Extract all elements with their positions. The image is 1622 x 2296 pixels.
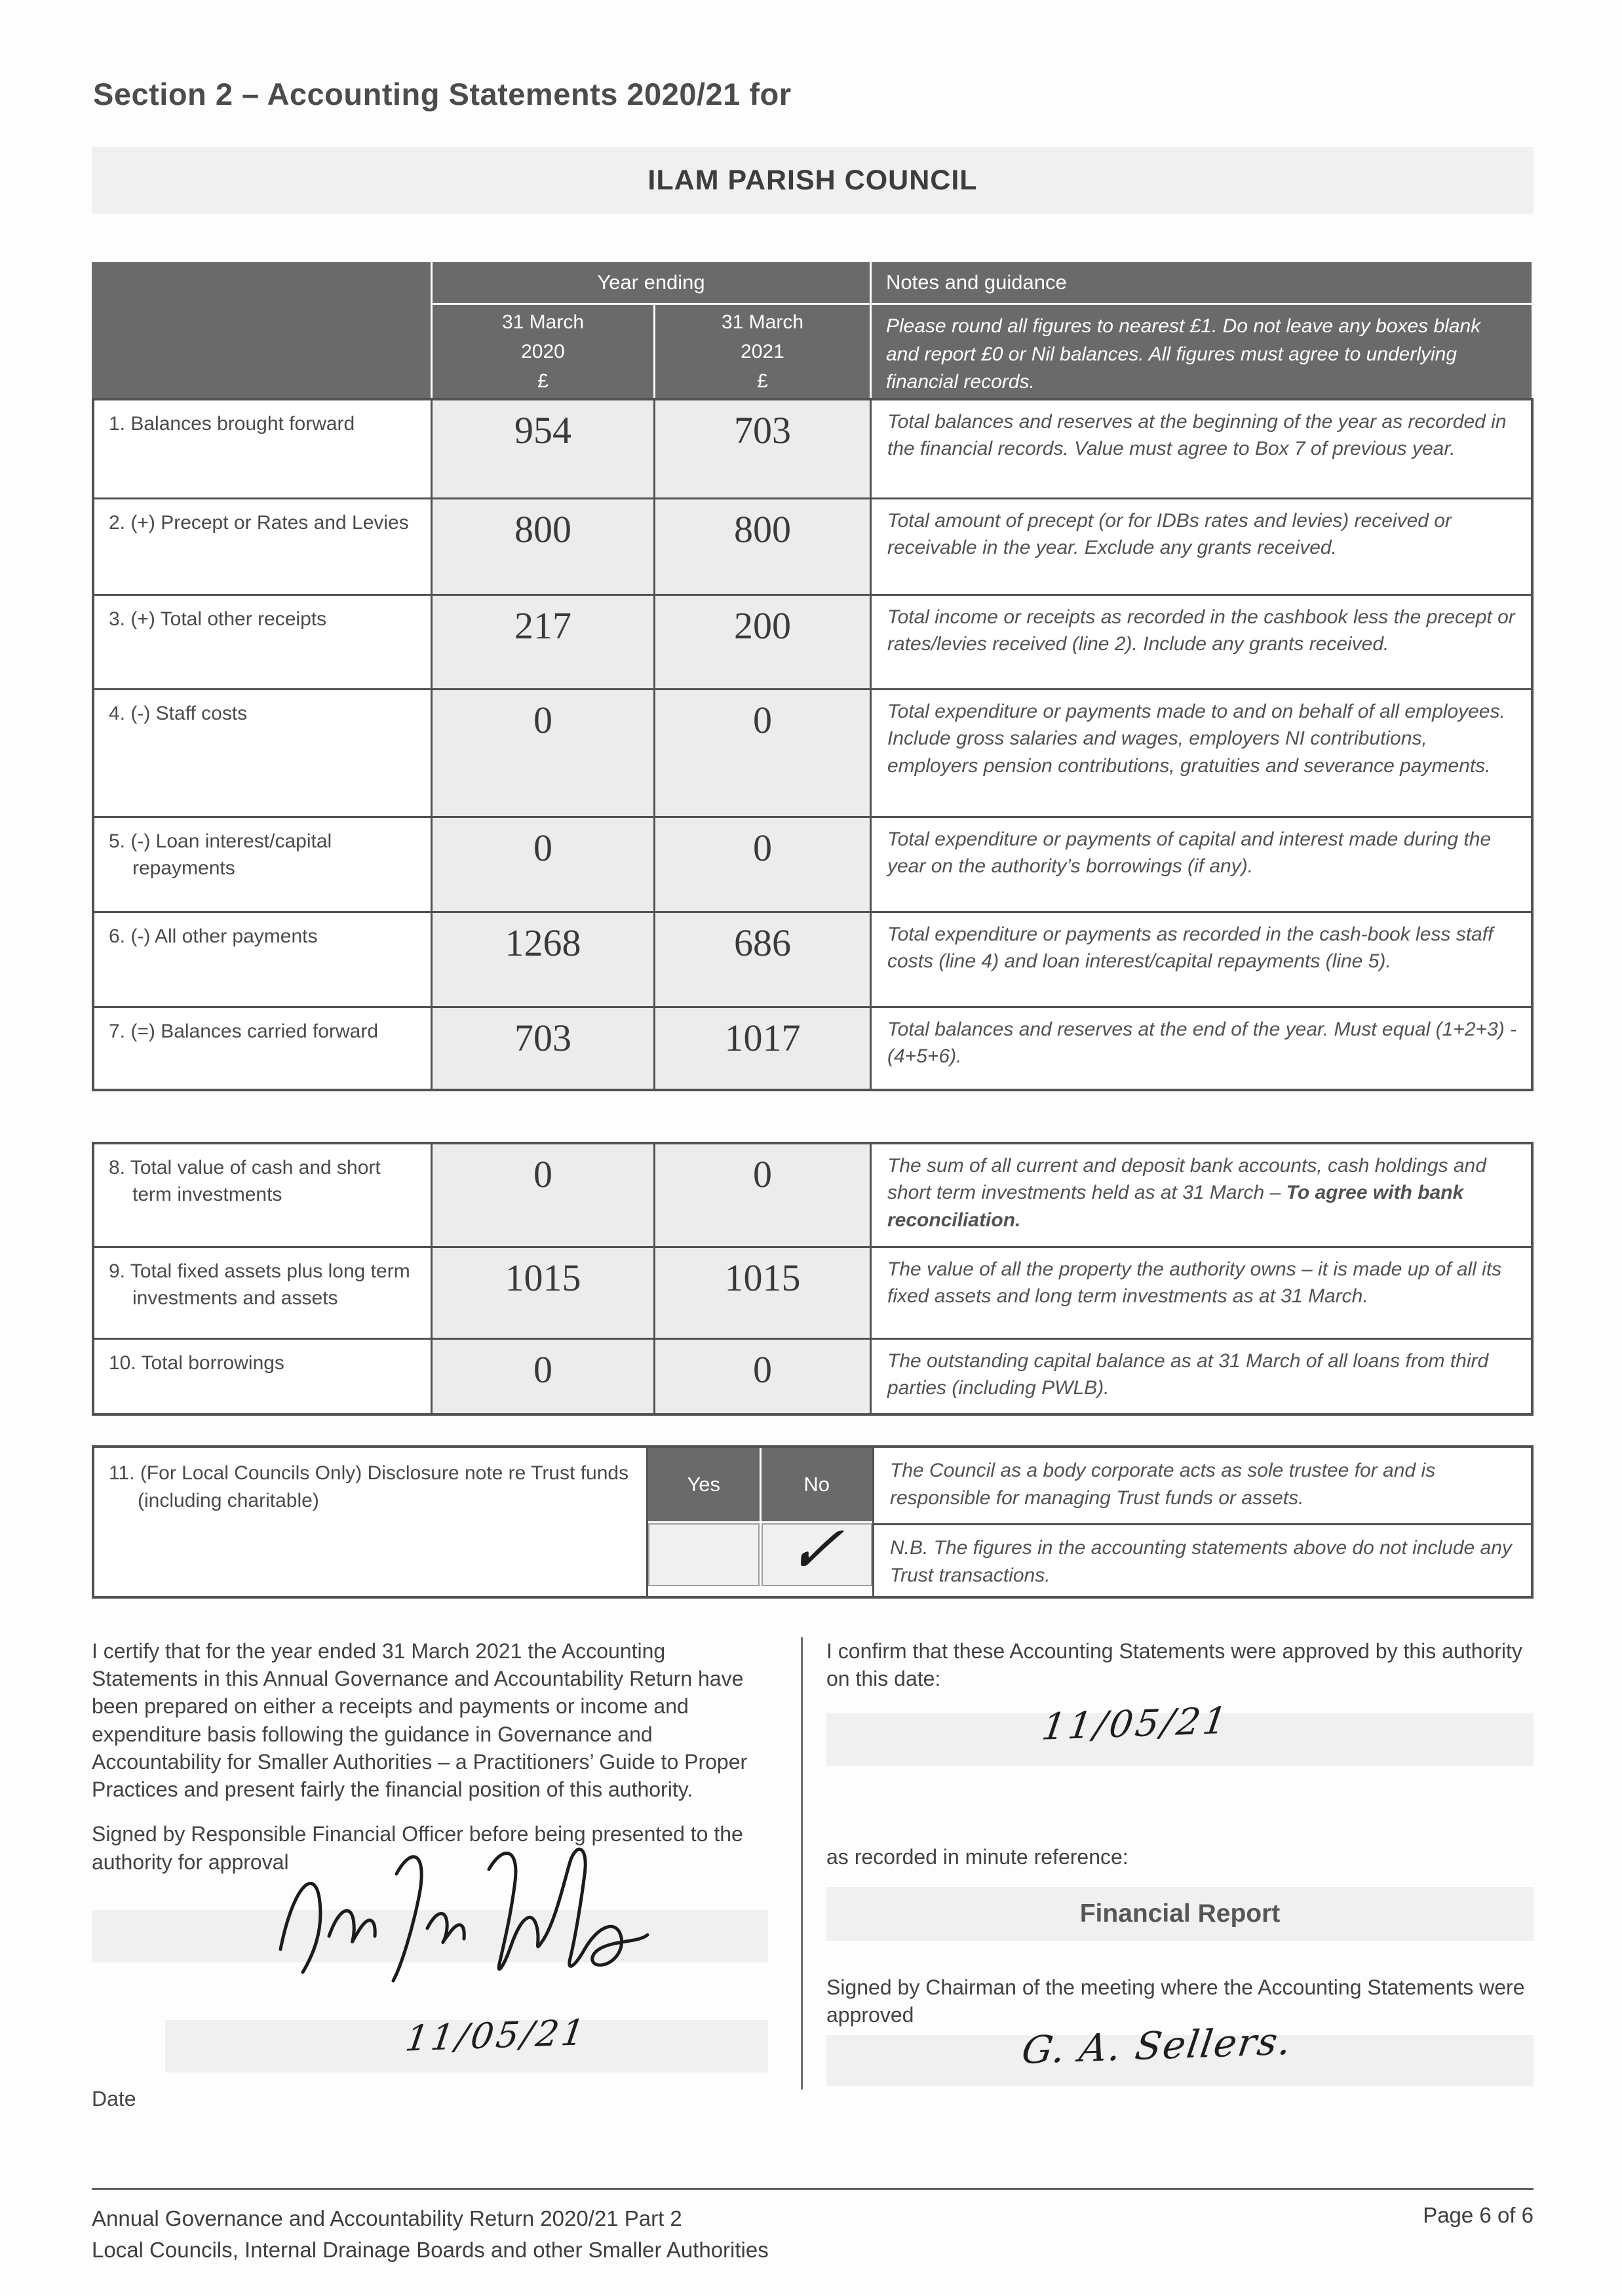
council-name: ILAM PARISH COUNCIL bbox=[647, 164, 978, 196]
row-label: 7. (=) Balances carried forward bbox=[94, 1008, 433, 1089]
value-2021: 1017 bbox=[655, 1008, 872, 1089]
table-row-7 bbox=[94, 1006, 1531, 1089]
page-title: Section 2 – Accounting Statements 2020/21 for bbox=[93, 77, 792, 111]
table-body-rows-8-10 bbox=[92, 1142, 1534, 1416]
page-footer bbox=[92, 2188, 1534, 2266]
row-note-text: The sum of all current and deposit bank accounts, cash holdings and short term investments held as at 31 March – bbox=[887, 1155, 1486, 1204]
yes-no-grid bbox=[648, 1448, 872, 1596]
value-2021: 0 bbox=[655, 690, 872, 816]
row-note: The value of all the property the authority owns – it is made up of all its fixed assets and long term investments as at 31 March. bbox=[872, 1248, 1531, 1338]
certification-section bbox=[92, 1637, 1534, 2111]
header-notes-guidance: Notes and guidance bbox=[872, 262, 1532, 303]
trust-note: The Council as a body corporate acts as sole trustee for and is responsible for managing Trust funds or assets. bbox=[890, 1460, 1436, 1509]
value-2021: 1015 bbox=[655, 1248, 872, 1338]
page-number: Page 6 of 6 bbox=[1423, 2203, 1534, 2227]
col-2020-year: 2020 bbox=[521, 340, 565, 362]
table-row-8 bbox=[94, 1144, 1531, 1246]
chair-signed-label: Signed by Chairman of the meeting where the Accounting Statements were approved bbox=[826, 1975, 1525, 2027]
value-2020: 1268 bbox=[433, 913, 655, 1006]
row-label: 9. Total fixed assets plus long term investments and assets bbox=[94, 1248, 433, 1338]
footer-line-1: Annual Governance and Accountability Return 2020/21 Part 2 bbox=[92, 2206, 682, 2230]
header-col-2021 bbox=[655, 305, 870, 398]
value-2020: 0 bbox=[433, 818, 655, 911]
chair-confirm-paragraph: I confirm that these Accounting Statements were approved by this authority on this date: bbox=[826, 1639, 1522, 1691]
date-label: Date bbox=[92, 2086, 136, 2111]
chair-signature-handwritten: G. A. Sellers. bbox=[1019, 2019, 1296, 2073]
table-row-5 bbox=[94, 816, 1531, 911]
col-2021-year: 2021 bbox=[741, 340, 784, 362]
minute-reference-label: as recorded in minute reference: bbox=[826, 1845, 1129, 1869]
row-note: Total balances and reserves at the end of the year. Must equal (1+2+3) - (4+5+6). bbox=[872, 1008, 1531, 1089]
row-note: Total expenditure or payments of capital and interest made during the year on the authority’s borrowings (if any). bbox=[872, 818, 1531, 911]
col-2021-currency: £ bbox=[757, 370, 768, 392]
rfo-signature bbox=[256, 1838, 675, 1995]
row-note-bold: To agree with bank reconciliation. bbox=[887, 1182, 1464, 1231]
row-note: Total balances and reserves at the beginning of the year as recorded in the financial records. Value must agree to Box 7 of previous year. bbox=[872, 400, 1531, 497]
value-2020: 703 bbox=[433, 1008, 655, 1089]
value-2021: 686 bbox=[655, 913, 872, 1006]
value-2020: 217 bbox=[433, 596, 655, 688]
value-2020: 800 bbox=[433, 499, 655, 594]
footer-text bbox=[92, 2203, 769, 2266]
row-note: Total expenditure or payments as recorded in the cash-book less staff costs (line 4) and loan interest/capital repayments (line 5). bbox=[872, 913, 1531, 1006]
rfo-date-area bbox=[92, 2010, 768, 2087]
table-body-rows-1-7 bbox=[92, 398, 1534, 1091]
row-note: Total income or receipts as recorded in the cashbook less the precept or rates/levies received (line 2). Include any grants received. bbox=[872, 596, 1531, 688]
chairman-approval-column bbox=[803, 1637, 1534, 2090]
row-label: 6. (-) All other payments bbox=[94, 913, 433, 1006]
rfo-signature-area bbox=[92, 1876, 768, 2007]
value-2020: 0 bbox=[433, 690, 655, 816]
yes-header: Yes bbox=[648, 1448, 760, 1521]
header-guidance-note: Please round all figures to nearest £1. Do not leave any boxes blank and report £0 or Nil balances. All figures must agree to underlying financial records. bbox=[872, 305, 1532, 398]
minute-reference-band bbox=[826, 1887, 1534, 1941]
value-2021: 703 bbox=[655, 400, 872, 497]
value-2020: 0 bbox=[433, 1340, 655, 1413]
council-name-band bbox=[92, 147, 1534, 214]
trust-notes bbox=[872, 1448, 1531, 1596]
no-checkbox-cell bbox=[762, 1511, 873, 1589]
row-label: 1. Balances brought forward bbox=[94, 400, 433, 497]
row-label: 10. Total borrowings bbox=[94, 1340, 433, 1413]
no-header: No bbox=[762, 1448, 873, 1521]
rfo-certification-column bbox=[92, 1637, 803, 2111]
chair-signature-band bbox=[826, 2019, 1534, 2086]
rfo-certify-paragraph: I certify that for the year ended 31 March 2021 the Accounting Statements in this Annual Governance and Accountability Return have been prepared on either a receipts and payments or income and expenditure basis following the guidance in Governance and Accountability for Smaller Authorities – a Practitioners’ Guide to Proper Practices and present fairly the financial position of this authority. bbox=[92, 1639, 748, 1802]
value-2021: 0 bbox=[655, 1340, 872, 1413]
col-2020-month: 31 March bbox=[501, 311, 585, 333]
row-note bbox=[872, 1144, 1531, 1246]
value-2021: 0 bbox=[655, 818, 872, 911]
approval-date-handwritten: 11/05/21 bbox=[1039, 1700, 1232, 1749]
minute-reference-value: Financial Report bbox=[1079, 1899, 1281, 1928]
value-2020: 954 bbox=[433, 400, 655, 497]
footer-row bbox=[92, 2203, 1534, 2266]
row-label: 3. (+) Total other receipts bbox=[94, 596, 433, 688]
table-row-1 bbox=[94, 400, 1531, 497]
trust-nb-note: N.B. The figures in the accounting statements above do not include any Trust transactions. bbox=[874, 1523, 1531, 1596]
value-2021: 200 bbox=[655, 596, 872, 688]
table-row-6 bbox=[94, 911, 1531, 1006]
trust-funds-row bbox=[92, 1445, 1534, 1599]
row-label: 2. (+) Precept or Rates and Levies bbox=[94, 499, 433, 594]
header-col-2020 bbox=[433, 305, 653, 398]
balance-sheet-table bbox=[92, 1142, 1534, 1416]
rfo-date-handwritten: 11/05/21 bbox=[402, 2012, 590, 2059]
row-label: 8. Total value of cash and short term investments bbox=[94, 1144, 433, 1246]
accounting-statements-table bbox=[92, 262, 1534, 1091]
value-2020: 1015 bbox=[433, 1248, 655, 1338]
value-2021: 0 bbox=[655, 1144, 872, 1246]
checkmark-icon: ✓ bbox=[782, 1511, 851, 1589]
table-header bbox=[92, 262, 1534, 398]
rfo-signed-label: Signed by Responsible Financial Officer before being presented to the authority for approval bbox=[92, 1822, 743, 1874]
footer-line-2: Local Councils, Internal Drainage Boards and other Smaller Authorities bbox=[92, 2237, 769, 2262]
row-note: The outstanding capital balance as at 31 March of all loans from third parties (including PWLB). bbox=[872, 1340, 1531, 1413]
table-row-4 bbox=[94, 688, 1531, 816]
value-2020: 0 bbox=[433, 1144, 655, 1246]
trust-row-label: 11. (For Local Councils Only) Disclosure note re Trust funds (including charitable) bbox=[94, 1448, 648, 1596]
table-row-10 bbox=[94, 1338, 1531, 1413]
value-2021: 800 bbox=[655, 499, 872, 594]
row-note: Total amount of precept (or for IDBs rates and levies) received or receivable in the year. Exclude any grants received. bbox=[872, 499, 1531, 594]
header-year-ending: Year ending bbox=[433, 262, 870, 303]
table-row-2 bbox=[94, 497, 1531, 594]
table-row-9 bbox=[94, 1246, 1531, 1338]
row-label: 4. (-) Staff costs bbox=[94, 690, 433, 816]
col-2021-month: 31 March bbox=[721, 311, 804, 333]
row-note: Total expenditure or payments made to and on behalf of all employees. Include gross salaries and wages, employers NI contributions, employers pension contributions, gratuities and severance payments. bbox=[872, 690, 1531, 816]
approval-date-band bbox=[826, 1700, 1534, 1766]
yes-checkbox-cell bbox=[648, 1523, 760, 1586]
table-row-3 bbox=[94, 594, 1531, 688]
row-label: 5. (-) Loan interest/capital repayments bbox=[94, 818, 433, 911]
col-2020-currency: £ bbox=[537, 370, 549, 392]
header-blank-cell bbox=[92, 262, 431, 398]
footer-divider bbox=[92, 2188, 1534, 2190]
